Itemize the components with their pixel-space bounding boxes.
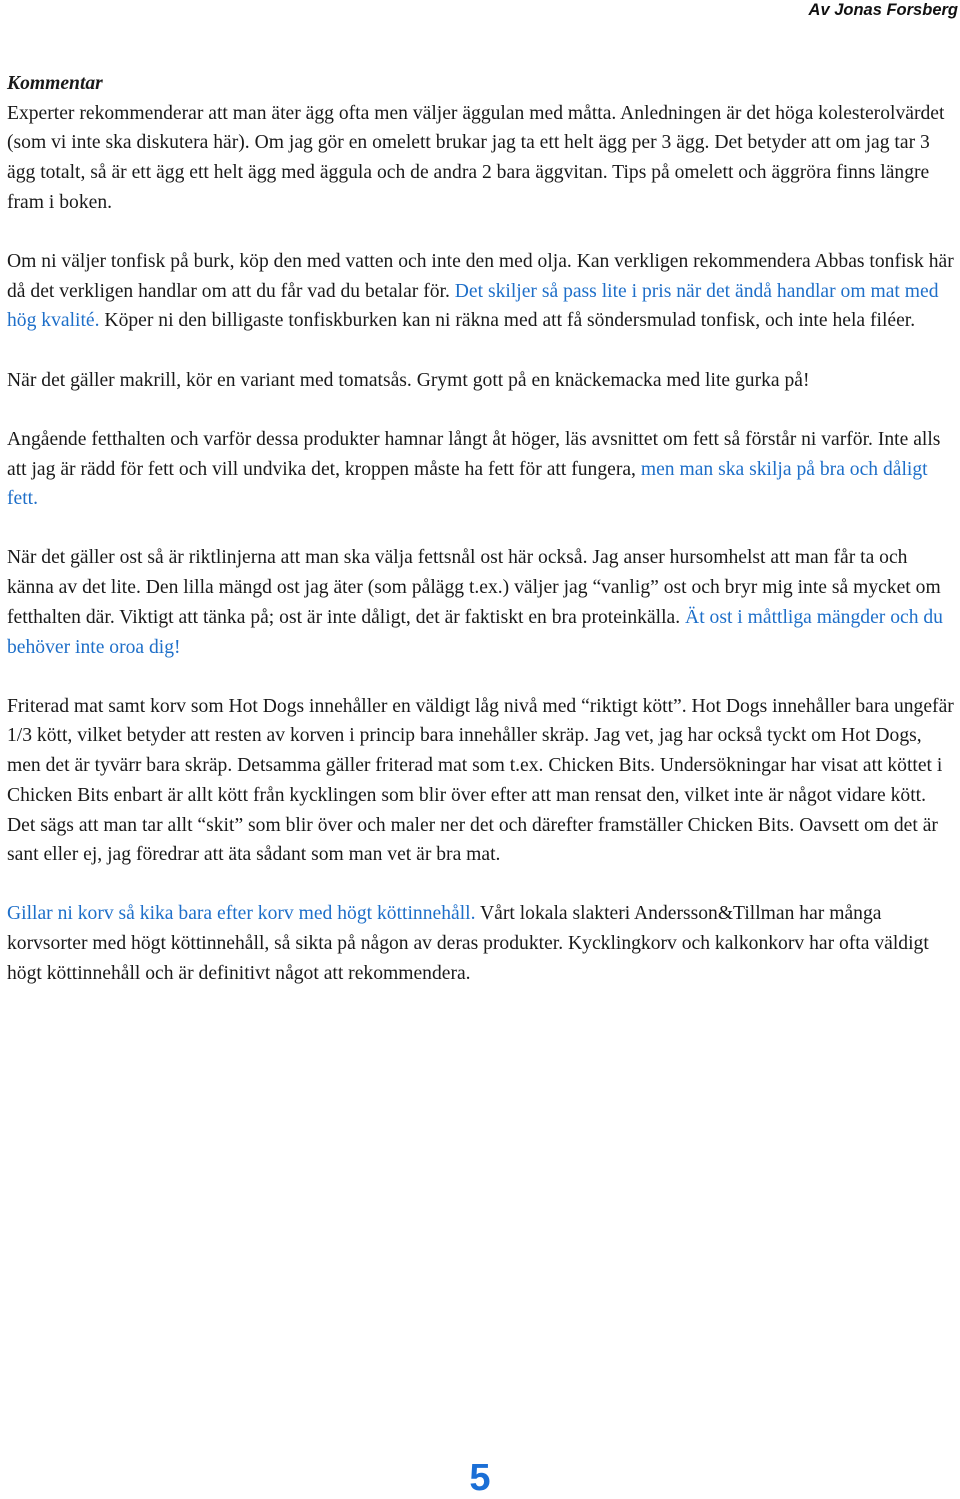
- highlight-good-bad-fat: men man ska skilja på bra och dåligt fett.: [7, 458, 928, 510]
- highlight-sausage-meat: Gillar ni korv så kika bara efter korv med högt köttinnehåll.: [7, 903, 476, 925]
- paragraph-cheese: [7, 543, 957, 662]
- paragraph-sausage: [7, 899, 957, 988]
- highlight-price-quality: Det skiljer så pass lite i pris när det ändå handlar om mat med hög kvalité.: [7, 280, 939, 332]
- page-number: 5: [469, 1457, 491, 1499]
- author-header: Av Jonas Forsberg: [808, 1, 958, 19]
- paragraph-tuna: [7, 247, 957, 336]
- paragraph-tuna-text-end: Köper ni den billigaste tonfiskburken kan ni räkna med att få söndersmulad tonfisk, och inte hela filéer.: [99, 310, 916, 332]
- paragraph-fat: [7, 425, 957, 514]
- paragraph-fat-text: Angående fetthalten och varför dessa produkter hamnar långt åt höger, läs avsnittet om fett så förstår ni varför. Inte alls att jag är rädd för fett och vill undvika det, kroppen måste ha fett för att fungera,: [7, 428, 941, 480]
- highlight-cheese-moderation: Ät ost i måttliga mängder och du behöver inte oroa dig!: [7, 606, 943, 658]
- paragraph-tuna-text-start: Om ni väljer tonfisk på burk, köp den med vatten och inte den med olja. Kan verkligen rekommendera Abbas tonfisk här då det verkligen handlar om att du får vad du betalar för.: [7, 251, 954, 302]
- section-heading: Kommentar: [7, 73, 103, 94]
- paragraph-cheese-text: När det gäller ost så är riktlinjerna att man ska välja fettsnål ost här också. Jag anser hursomhelst att man får ta och känna av det lite. Den lilla mängd ost jag äter (som pålägg t.ex.) väljer jag “vanlig” ost och bryr mig inte så mycket om fetthalten där. Viktigt att tänka på; ost är inte dåligt, det är faktiskt en bra proteinkälla.: [7, 547, 941, 628]
- paragraph-sausage-text: Vårt lokala slakteri Andersson&Tillman har många korvsorter med högt köttinnehåll, så sikta på någon av deras produkter. Kycklingkorv och kalkonkorv har ofta väldigt högt köttinnehåll och är definitivt något att rekommendera.: [7, 903, 929, 984]
- document-body: [7, 69, 957, 1018]
- paragraph-eggs: Experter rekommenderar att man äter ägg ofta men väljer äggulan med måtta. Anledningen är det höga kolesterolvärdet (som vi inte ska diskutera här). Om jag gör en omelett brukar jag ta ett helt ägg per 3 ägg. Det betyder att om jag tar 3 ägg totalt, så är ett ägg ett helt ägg med äggula och de andra 2 bara äggvitan. Tips på omelett och äggröra finns längre fram i boken.: [7, 102, 945, 213]
- paragraph-fried-food: Friterad mat samt korv som Hot Dogs innehåller en väldigt låg nivå med “riktigt kött”. Hot Dogs innehåller bara ungefär 1/3 kött, vilket betyder att resten av korven i princip bara innehåller skräp. Jag vet, jag har också tyckt om Hot Dogs, men det är tyvärr bara skräp. Detsamma gäller friterad mat som t.ex. Chicken Bits. Undersökningar har visat att köttet i Chicken Bits enbart är allt kött från kycklingen som blir över efter att man rensat den, vilket inte är något vidare kött. Det sägs att man tar allt “skit” som blir över och maler ner det och därefter framställer Chicken Bits. Oavsett om det är sant eller ej, jag föredrar att äta sådant som man vet är bra mat.: [7, 695, 954, 866]
- paragraph-mackerel: När det gäller makrill, kör en variant med tomatsås. Grymt gott på en knäckemacka med lite gurka på!: [7, 369, 810, 391]
